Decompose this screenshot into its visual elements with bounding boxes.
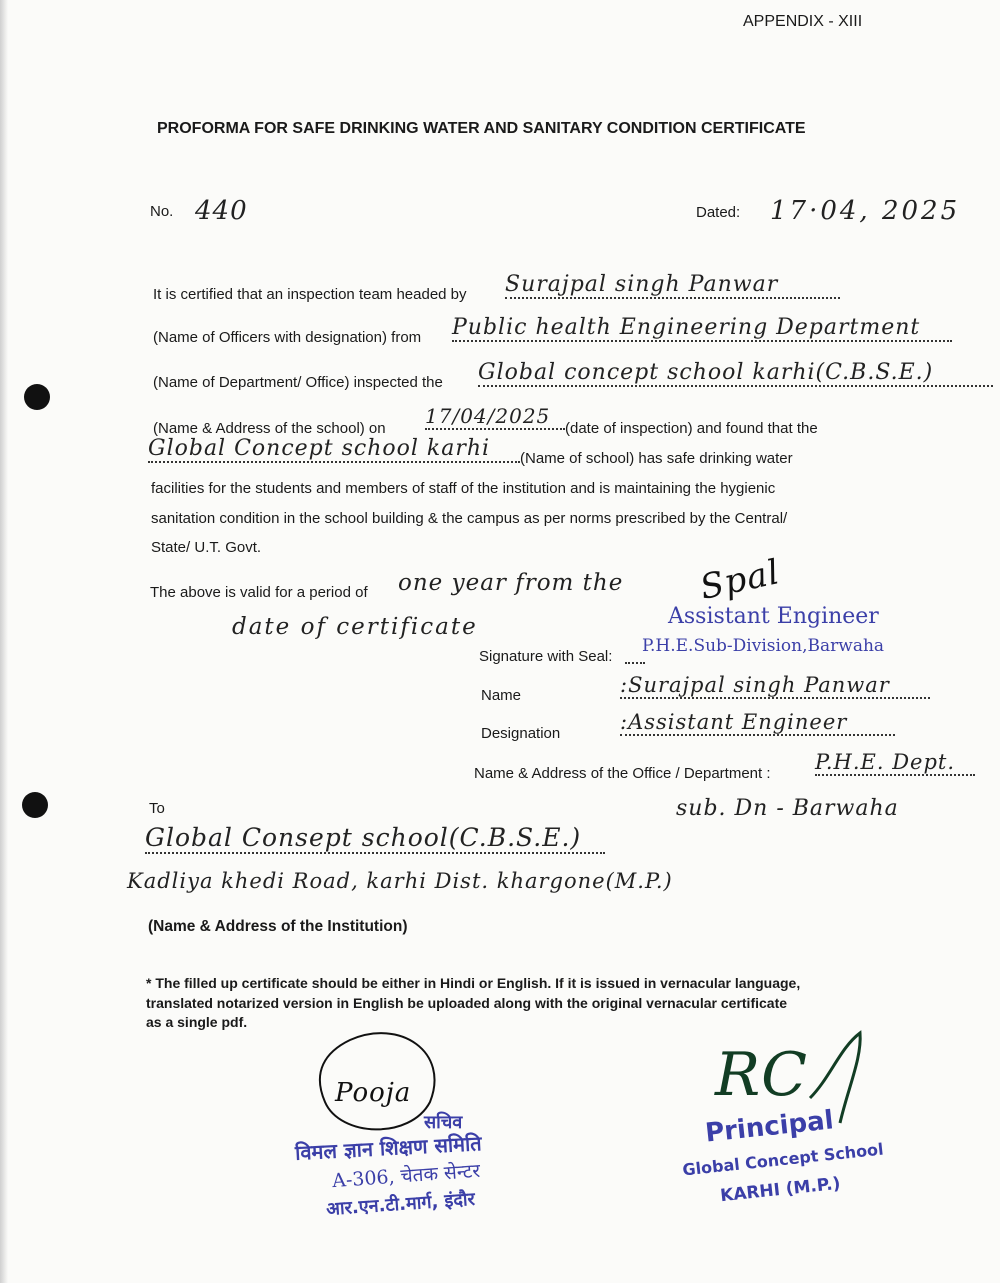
principal-stamp-line1: Principal	[703, 1105, 835, 1149]
name-value: :Surajpal singh Panwar	[620, 673, 930, 699]
principal-signature: RC	[715, 1040, 809, 1110]
footnote-line1: * The filled up certificate should be either in Hindi or English. If it is issued in vernacular language,	[146, 975, 801, 991]
certificate-title: PROFORMA FOR SAFE DRINKING WATER AND SANITARY CONDITION CERTIFICATE	[157, 120, 806, 137]
line2-label: (Name of Officers with designation) from	[153, 329, 422, 346]
validity-label: The above is valid for a period of	[150, 584, 368, 601]
name-label: Name	[481, 687, 522, 704]
left-stamp-line3: A-306, चेतक सेन्टर	[331, 1159, 481, 1193]
punch-hole-top	[24, 384, 50, 410]
engineer-signature: Spal	[696, 552, 784, 608]
number-value: 440	[195, 196, 248, 226]
left-signature: Pooja	[335, 1078, 412, 1108]
principal-stamp-line2: Global Concept School	[681, 1139, 885, 1180]
seal-line2: P.H.E.Sub-Division,Barwaha	[642, 636, 885, 656]
designation-value: :Assistant Engineer	[620, 710, 895, 736]
to-caption: (Name & Address of the Institution)	[148, 918, 408, 935]
punch-hole-bottom	[22, 792, 48, 818]
line4-label: (Name & Address of the school) on	[153, 420, 386, 437]
body-line7: sanitation condition in the school building & the campus as per norms prescribed by the Central/	[151, 510, 788, 527]
school-inspected-value: Global concept school karhi(C.B.S.E.)	[478, 360, 993, 387]
body-line8: State/ U.T. Govt.	[151, 539, 262, 556]
body-line6: facilities for the students and members of staff of the institution and is maintaining the hygienic	[151, 480, 776, 497]
designation-label: Designation	[481, 725, 561, 742]
office-label: Name & Address of the Office / Department :	[474, 765, 771, 782]
line5-suffix: (Name of school) has safe drinking water	[520, 450, 793, 467]
line1-label: It is certified that an inspection team headed by	[153, 286, 467, 303]
inspection-date-value: 17/04/2025	[425, 404, 565, 430]
office-value-line2: sub. Dn - Barwaha	[676, 796, 899, 821]
dated-value: 17·04, 2025	[770, 196, 961, 226]
appendix-label: APPENDIX - XIII	[743, 13, 863, 30]
principal-stamp-line3: KARHI (M.P.)	[719, 1173, 842, 1207]
seal-label: Signature with Seal:	[479, 648, 613, 665]
validity-value-line2: date of certificate	[232, 614, 478, 640]
footnote-line3: as a single pdf.	[146, 1014, 248, 1030]
line4-suffix: (date of inspection) and found that the	[565, 420, 818, 437]
left-stamp-line1: सचिव	[424, 1112, 463, 1133]
validity-value-line1: one year from the	[398, 570, 624, 596]
office-value-line1: P.H.E. Dept.	[815, 750, 975, 776]
left-stamp-line4: आर.एन.टी.मार्ग, इंदौर	[325, 1188, 476, 1221]
to-label: To	[149, 800, 165, 817]
left-stamp-line2: विमल ज्ञान शिक्षण समिति	[294, 1131, 483, 1165]
page-edge-shadow	[0, 0, 8, 1283]
inspection-head-value: Surajpal singh Panwar	[505, 272, 840, 299]
school-name-value: Global Concept school karhi	[148, 436, 520, 463]
dated-label: Dated:	[696, 204, 741, 221]
to-address-line2: Kadliya khedi Road, karhi Dist. khargone(M.P.)	[127, 869, 673, 893]
number-label: No.	[150, 203, 174, 220]
seal-dots	[625, 662, 645, 664]
seal-line1: Assistant Engineer	[668, 604, 879, 629]
footnote-line2: translated notarized version in English be uploaded along with the original vernacular certificate	[146, 995, 788, 1011]
department-value: Public health Engineering Department	[452, 315, 952, 342]
line3-label: (Name of Department/ Office) inspected the	[153, 374, 443, 391]
to-address-line1: Global Consept school(C.B.S.E.)	[145, 823, 605, 854]
